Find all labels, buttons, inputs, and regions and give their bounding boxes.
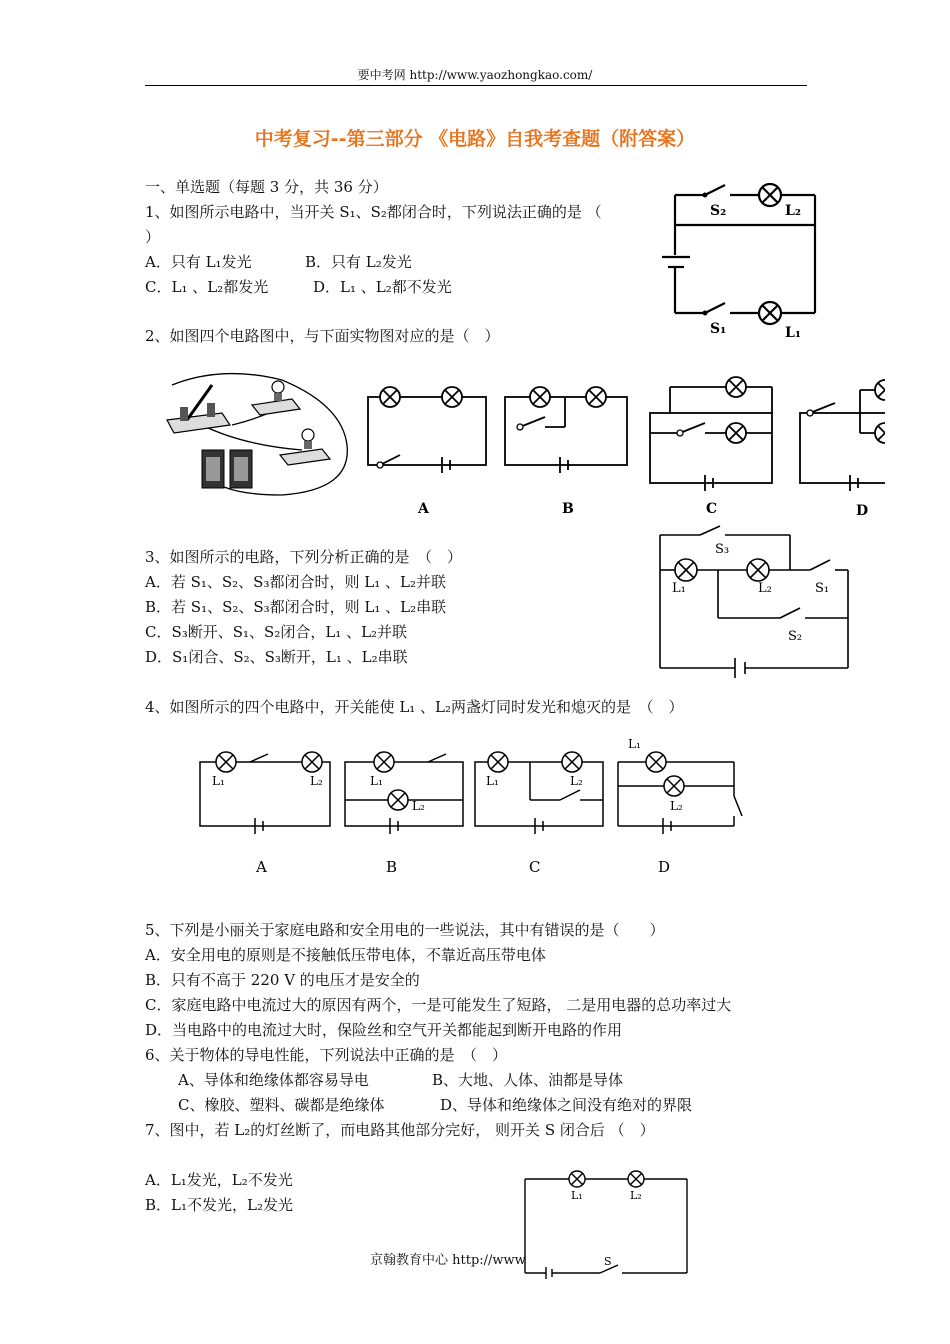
q1-option-a: A．只有 L₁发光 [145,253,252,271]
q5-stem: 5、下列是小丽关于家庭电路和安全用电的一些说法，其中有错误的是（ ） [145,921,665,939]
q5-option-c: C．家庭电路中电流过大的原因有两个，一是可能发生了短路， 二是用电器的总功率过大 [145,996,732,1014]
q6-option-c: C、橡胶、塑料、碳都是绝缘体 [178,1096,385,1114]
q7-fig-l2: L₂ [630,1189,642,1202]
q5-option-b: B．只有不高于 220 V 的电压才是安全的 [145,971,420,989]
q3-stem: 3、如图所示的电路，下列分析正确的是 （ ） [145,548,463,566]
q4-stem: 4、如图所示的四个电路中，开关能使 L₁ 、L₂两盏灯同时发光和熄灭的是 （ ） [145,698,684,716]
q1-option-d: D．L₁ 、L₂都不发光 [313,278,452,296]
q4c-l2: L₂ [570,774,583,788]
page-title: 中考复习--第三部分 《电路》自我考查题（附答案） [254,128,696,150]
q4d-l1: L₁ [628,737,641,751]
lamp-holder-icon [280,449,330,465]
q2-stem: 2、如图四个电路图中，与下面实物图对应的是（ ） [145,327,500,345]
q6-stem: 6、关于物体的导电性能，下列说法中正确的是 （ ） [145,1046,508,1064]
q4-label-c: C [529,858,541,876]
q4c-l1: L₁ [486,774,499,788]
q4d-l2: L₂ [670,799,683,813]
q3-option-c: C．S₃断开、S₁、S₂闭合，L₁ 、L₂并联 [145,623,408,641]
q4-label-b: B [386,858,398,876]
q3-fig-l1: L₁ [672,581,686,596]
q7-option-b: B．L₁不发光，L₂发光 [145,1196,293,1214]
q1-circuit-figure [650,175,830,345]
q4b-l2: L₂ [412,799,425,813]
q1-option-c: C．L₁ 、L₂都发光 [145,278,269,296]
q1-option-b: B．只有 L₂发光 [305,253,412,271]
q1-fig-l2: L₂ [785,203,801,219]
q4-label-a: A [256,858,267,876]
q7-stem: 7、图中，若 L₂的灯丝断了，而电路其他部分完好， 则开关 S 闭合后 （ ） [145,1121,655,1139]
q1-fig-s1: S₁ [710,321,727,337]
q6-option-d: D、导体和绝缘体之间没有绝对的界限 [440,1096,693,1114]
q4a-l1: L₁ [212,774,225,788]
q3-fig-s3: S₃ [715,542,730,557]
knife-switch-icon [167,413,230,433]
q6-option-b: B、大地、人体、油都是导体 [432,1071,624,1089]
q5-option-a: A．安全用电的原则是不接触低压带电体，不靠近高压带电体 [145,946,546,964]
q2-label-c: C [706,501,718,517]
q3-fig-s1: S₁ [815,581,830,596]
q1-s2-pivot [703,193,708,198]
section-heading: 一、单选题（每题 3 分，共 36 分） [145,178,388,196]
q1-s1-pivot [703,311,708,316]
q1-fig-s2: S₂ [710,203,727,219]
q4a-l2: L₂ [310,774,323,788]
q2-label-a: A [418,501,429,517]
q6-option-a: A、导体和绝缘体都容易导电 [178,1071,369,1089]
q3-fig-s2: S₂ [788,629,803,644]
q1-stem-cont: ） [145,228,161,246]
q1-stem: 1、如图所示电路中，当开关 S₁、S₂都闭合时，下列说法正确的是 （ [145,203,602,221]
lamp-holder-icon [252,399,300,415]
q7-option-a: A．L₁发光，L₂不发光 [145,1171,293,1189]
q2-circuit-options [360,375,885,525]
q4-label-d: D [658,858,671,876]
q4-circuit-options [190,730,760,880]
q3-circuit-figure [650,520,855,690]
q7-fig-l1: L₁ [571,1189,583,1202]
q3-option-a: A．若 S₁、S₂、S₃都闭合时，则 L₁ 、L₂并联 [145,573,446,591]
q3-fig-l2: L₂ [758,581,772,596]
page-footer: 京翰教育中心 http://www [370,1253,526,1268]
q7-fig-s: S [604,1255,612,1268]
header-rule [145,85,807,86]
q4b-l1: L₁ [370,774,383,788]
q1-fig-l1: L₁ [785,325,801,341]
q5-option-d: D．当电路中的电流过大时，保险丝和空气开关都能起到断开电路的作用 [145,1021,623,1039]
q3-option-d: D．S₁闭合、S₂、S₃断开，L₁ 、L₂串联 [145,648,408,666]
q2-physical-diagram [162,365,357,500]
q7-circuit-figure [520,1165,695,1285]
q2-label-b: B [562,501,574,517]
q3-option-b: B．若 S₁、S₂、S₃都闭合时，则 L₁ 、L₂串联 [145,598,447,616]
q2-label-d: D [856,503,869,519]
page-header: 要中考网 http://www.yaozhongkao.com/ [357,68,593,82]
